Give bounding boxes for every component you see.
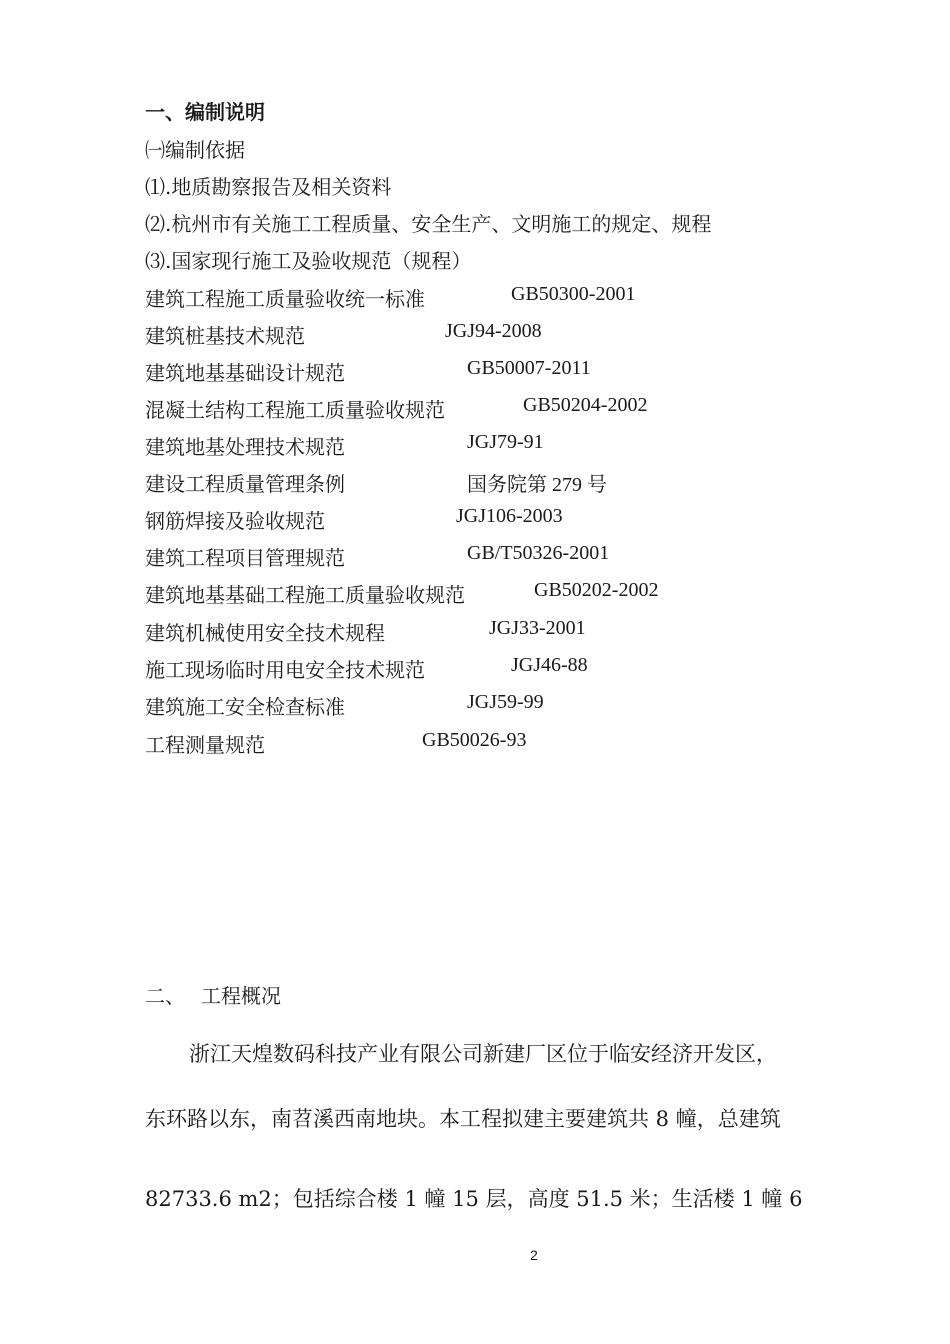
basis-subtitle: ㈠编制依据	[145, 138, 245, 162]
standard-name: 建筑施工安全检查标准	[145, 695, 345, 719]
standard-code: GB/T50326-2001	[467, 542, 610, 564]
section-2-heading	[145, 980, 281, 1009]
page-number: 2	[530, 1247, 538, 1263]
basis-item-1: ⑴.地质勘察报告及相关资料	[145, 175, 392, 199]
standard-name: 钢筋焊接及验收规范	[145, 509, 325, 533]
standard-name: 建筑机械使用安全技术规程	[145, 621, 385, 645]
standard-code: JGJ46-88	[511, 654, 588, 676]
section-2-number: 二、	[145, 984, 185, 1008]
section-1-title: 一、编制说明	[145, 100, 265, 124]
standard-code: JGJ59-99	[467, 691, 544, 713]
standard-name: 建筑桩基技术规范	[145, 324, 305, 348]
standard-name: 建筑工程项目管理规范	[145, 546, 345, 570]
standard-name: 建筑工程施工质量验收统一标准	[145, 287, 425, 311]
standard-name: 施工现场临时用电安全技术规范	[145, 658, 425, 682]
standard-code: JGJ94-2008	[445, 320, 542, 342]
standard-code: GB50204-2002	[523, 394, 648, 416]
paragraph-line: 82733.6 m2；包括综合楼 1 幢 15 层，高度 51.5 米；生活楼 1 幢 6	[145, 1187, 803, 1211]
standard-code: GB50007-2011	[467, 357, 591, 379]
standard-code: GB50202-2002	[534, 579, 659, 601]
standard-code: JGJ79-91	[467, 431, 544, 453]
standard-code: 国务院第 279 号	[467, 474, 607, 496]
paragraph-line: 浙江天煌数码科技产业有限公司新建厂区位于临安经济开发区，	[189, 1042, 777, 1066]
standard-name: 工程测量规范	[145, 733, 265, 757]
basis-item-2: ⑵.杭州市有关施工工程质量、安全生产、文明施工的规定、规程	[145, 212, 712, 236]
section-2-title: 工程概况	[201, 984, 281, 1008]
standard-name: 建筑地基基础设计规范	[145, 361, 345, 385]
standard-name: 建筑地基处理技术规范	[145, 435, 345, 459]
standard-code: JGJ106-2003	[456, 505, 563, 527]
paragraph-line: 东环路以东，南苕溪西南地块。本工程拟建主要建筑共 8 幢，总建筑	[145, 1107, 781, 1131]
standard-name: 混凝土结构工程施工质量验收规范	[145, 398, 445, 422]
standard-code: GB50026-93	[422, 729, 527, 751]
standard-name: 建筑地基基础工程施工质量验收规范	[145, 583, 465, 607]
standard-name: 建设工程质量管理条例	[145, 472, 345, 496]
standard-code: GB50300-2001	[511, 283, 636, 305]
basis-item-3: ⑶.国家现行施工及验收规范（规程）	[145, 249, 472, 273]
standard-code: JGJ33-2001	[489, 617, 586, 639]
